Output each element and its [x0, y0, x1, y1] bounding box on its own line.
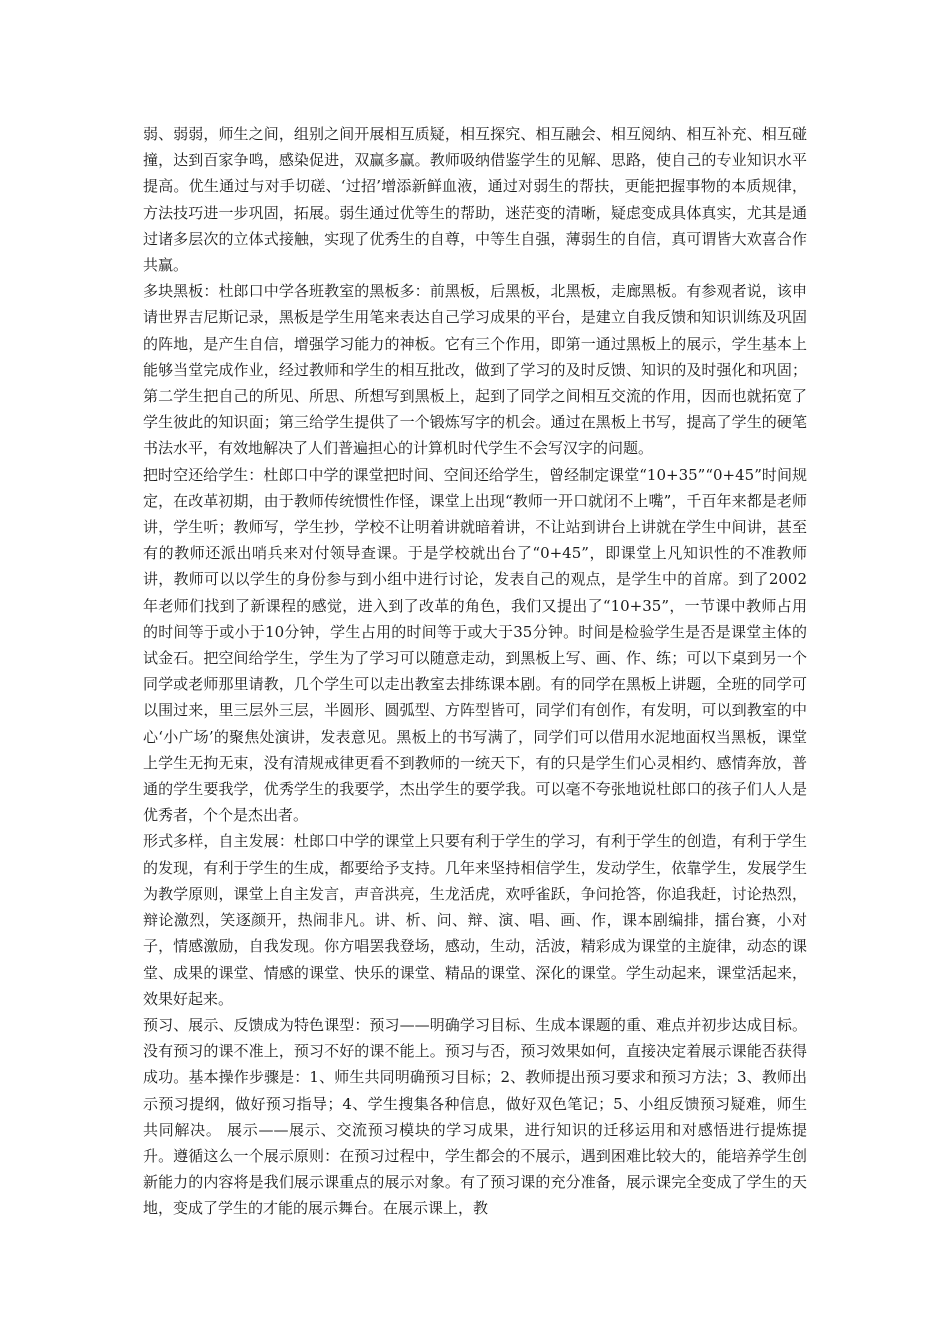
- paragraph-blackboards: 多块黑板：杜郎口中学各班教室的黑板多：前黑板，后黑板，北黑板，走廊黑板。有参观者说，该申请世界吉尼斯记录，黑板是学生用笔来表达自己学习成果的平台，是建立自我反馈和知识训练及巩固的阵地，是产生自信，增强学习能力的神板。它有三个作用，即第一通过黑板上的展示，学生基本上能够当堂完成作业，经过教师和学生的相互批改，做到了学习的及时反馈、知识的及时强化和巩固；第二学生把自己的所见、所思、所想写到黑板上，起到了同学之间相互交流的作用，因而也就拓宽了学生彼此的知识面；第三给学生提供了一个锻炼写字的机会。通过在黑板上书写，提高了学生的硬笔书法水平，有效地解决了人们普遍担心的计算机时代学生不会写汉字的问题。: [143, 282, 807, 458]
- paragraph-cooperation: 弱、弱弱，师生之间，组别之间开展相互质疑，相互探究、相互融会、相互阅纳、相互补充、相互碰撞，达到百家争鸣，感染促进，双赢多赢。教师吸纳借鉴学生的见解、思路，使自己的专业知识水平提高。优生通过与对手切磋、‘过招’增添新鲜血液，通过对弱生的帮扶，更能把握事物的本质规律，方法技巧进一步巩固，拓展。弱生通过优等生的帮助，迷茫变的清晰，疑虑变成具体真实，尤其是通过诸多层次的立体式接触，实现了优秀生的自尊，中等生自强，薄弱生的自信，真可谓皆大欢喜合作共赢。: [143, 125, 807, 275]
- document-body: [143, 121, 807, 1222]
- paragraph-time-space: 把时空还给学生：杜郎口中学的课堂把时间、空间还给学生，曾经制定课堂“10+35”“0+45”时间规定，在改革初期，由于教师传统惯性作怪，课堂上出现“教师一开口就闭不上嘴”，千百年来都是老师讲，学生听；教师写，学生抄，学校不让明着讲就暗着讲，不让站到讲台上讲就在学生中间讲，甚至有的教师还派出哨兵来对付领导查课。于是学校就出台了“0+45”，即课堂上凡知识性的不准教师讲，教师可以以学生的身份参与到小组中进行讨论，发表自己的观点，是学生中的首席。到了2002年老师们找到了新课程的感觉，进入到了改革的角色，我们又提出了“10+35”，一节课中教师占用的时间等于或小于10分钟，学生占用的时间等于或大于35分钟。时间是检验学生是否是课堂主体的试金石。把空间给学生，学生为了学习可以随意走动，到黑板上写、画、作、练；可以下桌到另一个同学或老师那里请教，几个学生可以走出教室去排练课本剧。有的同学在黑板上讲题，全班的同学可以围过来，里三层外三层，半圆形、圆弧型、方阵型皆可，同学们有创作，有发明，可以到教室的中心‘小广场’的聚焦处演讲，发表意见。黑板上的书写满了，同学们可以借用水泥地面权当黑板，课堂上学生无拘无束，没有清规戒律更看不到教师的一统天下，有的只是学生们心灵相约、感情奔放，普通的学生要我学，优秀学生的我要学，杰出学生的要学我。可以毫不夸张地说杜郎口的孩子们人人是优秀者，个个是杰出者。: [143, 465, 807, 825]
- paragraph-diverse-forms: 形式多样，自主发展：杜郎口中学的课堂上只要有利于学生的学习，有利于学生的创造，有利于学生的发现，有利于学生的生成，都要给予支持。几年来坚持相信学生，发动学生，依靠学生，发展学生为教学原则，课堂上自主发言，声音洪亮，生龙活虎，欢呼雀跃，争问抢答，你追我赶，讨论热烈，辩论激烈，笑逐颜开，热闹非凡。讲、析、问、辩、演、唱、画、作，课本剧编排，擂台赛，小对子，情感激励，自我发现。你方唱罢我登场，感动，生动，活波，精彩成为课堂的主旋律，动态的课堂、成果的课堂、情感的课堂、快乐的课堂、精品的课堂、深化的课堂。学生动起来，课堂活起来，效果好起来。: [143, 832, 807, 1008]
- paragraph-lesson-types: 预习、展示、反馈成为特色课型：预习——明确学习目标、生成本课题的重、难点并初步达成目标。没有预习的课不准上，预习不好的课不能上。预习与否，预习效果如何，直接决定着展示课能否获得成功。基本操作步骤是：1、师生共同明确预习目标；2、教师提出预习要求和预习方法；3、教师出示预习提纲，做好预习指导；4、学生搜集各种信息，做好双色笔记；5、小组反馈预习疑难，师生共同解决。 展示——展示、交流预习模块的学习成果，进行知识的迁移运用和对感悟进行提炼提升。遵循这么一个展示原则：在预习过程中，学生都会的不展示，遇到困难比较大的，能培养学生创新能力的内容将是我们展示课重点的展示对象。有了预习课的充分准备，展示课完全变成了学生的天地，变成了学生的才能的展示舞台。在展示课上，教: [143, 1015, 807, 1218]
